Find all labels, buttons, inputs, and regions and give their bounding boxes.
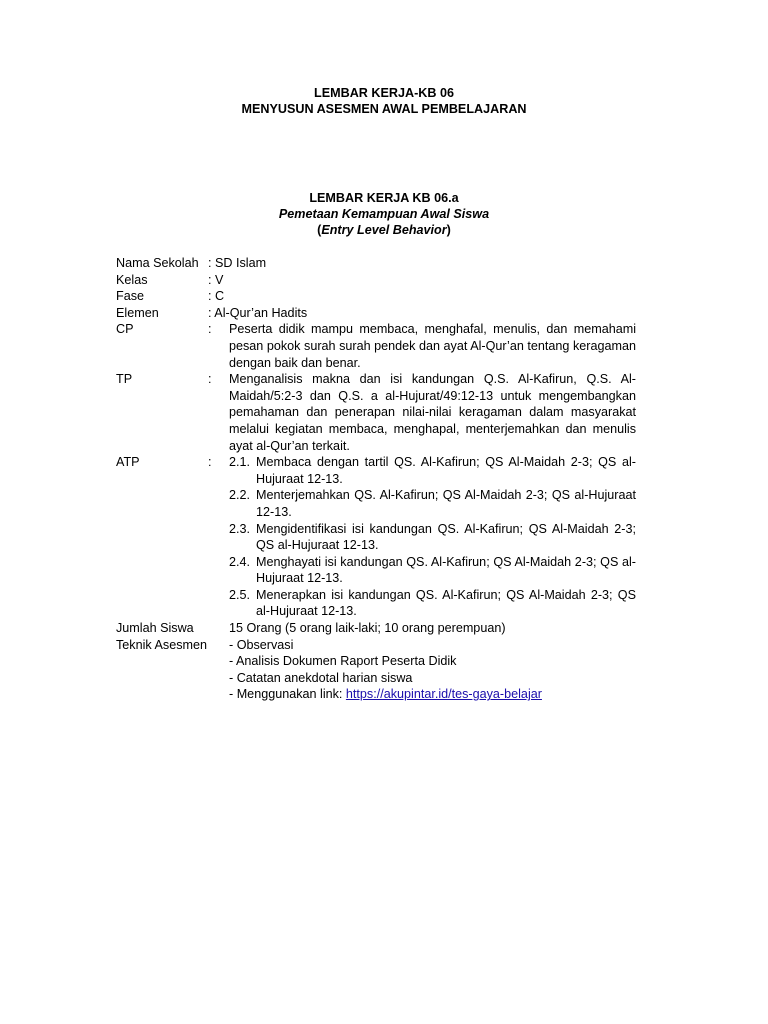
field-jumlah-siswa bbox=[116, 620, 636, 637]
teknik-item: - Analisis Dokumen Raport Peserta Didik bbox=[229, 654, 457, 669]
worksheet-title: LEMBAR KERJA KB 06.a bbox=[309, 191, 459, 205]
field-fase bbox=[116, 288, 636, 305]
field-kelas bbox=[116, 272, 636, 289]
field-label: Elemen bbox=[116, 305, 159, 320]
field-separator: : bbox=[208, 455, 212, 470]
field-cp bbox=[116, 321, 636, 371]
field-label: Jumlah Siswa bbox=[116, 621, 194, 636]
atp-list bbox=[229, 454, 636, 620]
field-label: Nama Sekolah bbox=[116, 256, 199, 270]
document-subtitle: MENYUSUN ASESMEN AWAL PEMBELAJARAN bbox=[241, 102, 527, 116]
teknik-list bbox=[208, 637, 636, 703]
field-value: : Al-Qur’an Hadits bbox=[208, 305, 308, 320]
document-title: LEMBAR KERJA-KB 06 bbox=[314, 86, 454, 100]
field-value: : SD Islam bbox=[208, 256, 267, 270]
atp-number: 2.5. bbox=[229, 587, 251, 602]
field-elemen bbox=[116, 305, 636, 322]
field-tp bbox=[116, 371, 636, 454]
field-value: Peserta didik mampu membaca, menghafal, menulis, dan memahami pesan pokok surah surah pendek dan ayat Al-Qur’an tentang keragaman dengan baik dan benar. bbox=[229, 322, 636, 370]
field-separator: : bbox=[208, 372, 212, 387]
field-teknik-asesmen bbox=[116, 637, 636, 703]
worksheet-subtitle: Pemetaan Kemampuan Awal Siswa bbox=[278, 207, 490, 221]
field-atp bbox=[116, 454, 636, 620]
atp-item bbox=[229, 587, 636, 620]
teknik-item-link-line bbox=[229, 686, 636, 703]
field-nama-sekolah bbox=[116, 255, 636, 272]
teknik-item: - Observasi bbox=[229, 637, 294, 652]
field-label: ATP bbox=[116, 455, 140, 470]
atp-text: Mengidentifikasi isi kandungan QS. Al-Kafirun; QS Al-Maidah 2-3; QS al-Hujuraat 12-13. bbox=[256, 521, 636, 553]
atp-item bbox=[229, 487, 636, 520]
field-label: Kelas bbox=[116, 272, 148, 287]
info-section bbox=[116, 255, 636, 703]
field-value: : C bbox=[208, 289, 225, 304]
atp-item bbox=[229, 454, 636, 487]
atp-number: 2.1. bbox=[229, 455, 251, 470]
atp-text: Menterjemahkan QS. Al-Kafirun; QS Al-Maidah 2-3; QS al-Hujuraat 12-13. bbox=[256, 488, 636, 519]
field-label: CP bbox=[116, 322, 134, 337]
field-separator: : bbox=[208, 322, 212, 337]
field-label: Teknik Asesmen bbox=[116, 637, 207, 652]
field-value: Menganalisis makna dan isi kandungan Q.S. Al-Kafirun, Q.S. Al-Maidah/5:2-3 dan Q.S. a al-Hujurat/49:12-13 untuk mengembangkan pemahaman dan penerapan nilai-nilai keragaman dalam masyarakat melalui kegiatan membaca, menghapal, menterjemahkan dan menulis ayat al-Qur’an terkait. bbox=[229, 372, 636, 453]
atp-number: 2.3. bbox=[229, 521, 251, 536]
atp-number: 2.4. bbox=[229, 554, 251, 569]
link-prefix: - Menggunakan link: bbox=[229, 687, 346, 702]
atp-text: Menghayati isi kandungan QS. Al-Kafirun; QS Al-Maidah 2-3; QS al-Hujuraat 12-13. bbox=[256, 554, 636, 586]
atp-number: 2.2. bbox=[229, 488, 251, 503]
field-label: TP bbox=[116, 372, 133, 387]
worksheet-paren-line: (Entry Level Behavior) bbox=[317, 223, 451, 237]
atp-item bbox=[229, 554, 636, 587]
field-value: : V bbox=[208, 272, 224, 287]
atp-text: Menerapkan isi kandungan QS. Al-Kafirun; QS Al-Maidah 2-3; QS al-Hujuraat 12-13. bbox=[256, 587, 636, 619]
atp-item bbox=[229, 521, 636, 554]
atp-text: Membaca dengan tartil QS. Al-Kafirun; QS Al-Maidah 2-3; QS al-Hujuraat 12-13. bbox=[256, 455, 636, 486]
teknik-item: - Catatan anekdotal harian siswa bbox=[229, 670, 413, 685]
gaya-belajar-link[interactable]: https://akupintar.id/tes-gaya-belajar bbox=[345, 687, 542, 702]
field-label: Fase bbox=[116, 289, 144, 304]
field-value: 15 Orang (5 orang laik-laki; 10 orang perempuan) bbox=[229, 621, 506, 636]
